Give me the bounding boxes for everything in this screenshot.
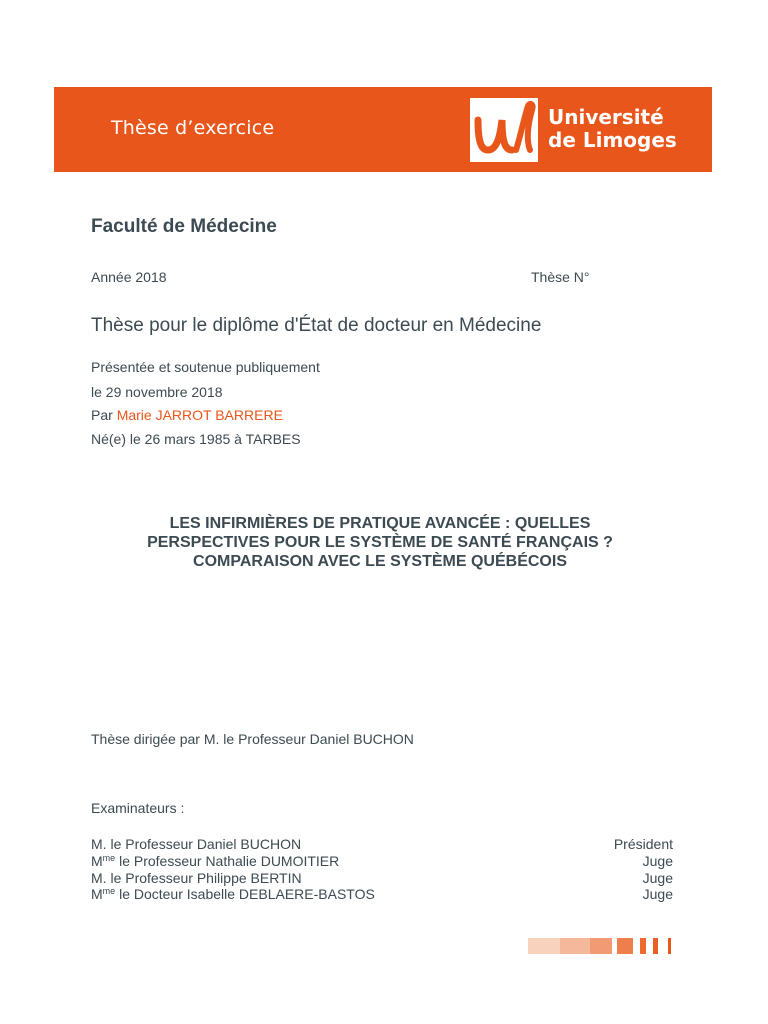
jury-title: M. bbox=[91, 836, 107, 852]
thesis-number: Thèse N° bbox=[531, 269, 590, 285]
jury-member-name: le Professeur Daniel BUCHON bbox=[106, 836, 302, 852]
deco-bar bbox=[528, 938, 560, 954]
jury-member bbox=[91, 853, 339, 870]
deco-bar bbox=[640, 938, 646, 954]
defense-date: le 29 novembre 2018 bbox=[91, 384, 223, 400]
thesis-title-line-3: COMPARAISON AVEC LE SYSTÈME QUÉBÉCOIS bbox=[193, 553, 567, 570]
author-line bbox=[91, 407, 283, 423]
deco-bar bbox=[617, 938, 633, 954]
jury-role: Juge bbox=[642, 853, 673, 869]
university-logo bbox=[470, 98, 700, 162]
jury-member-name: le Docteur Isabelle DEBLAERE-BASTOS bbox=[115, 886, 375, 902]
header-banner bbox=[54, 87, 712, 172]
author-prefix: Par bbox=[91, 407, 117, 423]
deco-bar bbox=[560, 938, 590, 954]
presentation-line: Présentée et soutenue publiquement bbox=[91, 359, 320, 375]
jury-member-name: le Professeur Nathalie DUMOITIER bbox=[115, 853, 340, 869]
thesis-title-line-1: LES INFIRMIÈRES DE PRATIQUE AVANCÉE : QUELLES bbox=[169, 515, 591, 532]
jury-role: Juge bbox=[642, 870, 673, 886]
jury-title-sup: me bbox=[102, 886, 116, 896]
deco-bar bbox=[668, 938, 671, 954]
jury-member bbox=[91, 870, 302, 887]
jury-title: M. bbox=[91, 870, 107, 886]
logo-line-2: de Limoges bbox=[548, 128, 677, 152]
thesis-title-line-2: PERSPECTIVES POUR LE SYSTÈME DE SANTÉ FRANÇAIS ? bbox=[147, 534, 613, 551]
examiners-label: Examinateurs : bbox=[91, 800, 185, 816]
thesis-title bbox=[60, 514, 700, 571]
jury-title: M bbox=[91, 886, 103, 902]
year: Année 2018 bbox=[91, 269, 167, 285]
birth-line: Né(e) le 26 mars 1985 à TARBES bbox=[91, 431, 301, 447]
thesis-director: Thèse dirigée par M. le Professeur Daniel BUCHON bbox=[91, 731, 414, 747]
jury-member bbox=[91, 886, 375, 903]
logo-text bbox=[548, 106, 677, 152]
deco-bar bbox=[590, 938, 612, 954]
banner-title: Thèse d’exercice bbox=[111, 117, 275, 139]
jury-title: M bbox=[91, 853, 103, 869]
ul-logo-icon bbox=[470, 98, 538, 162]
jury-role: Président bbox=[613, 836, 673, 852]
author-name: Marie JARROT BARRERE bbox=[116, 407, 283, 423]
jury-member bbox=[91, 836, 301, 853]
logo-line-1: Université bbox=[548, 105, 664, 129]
jury-title-sup: me bbox=[102, 853, 116, 863]
diploma-heading: Thèse pour le diplôme d'État de docteur en Médecine bbox=[91, 315, 542, 336]
jury-role: Juge bbox=[642, 886, 673, 902]
deco-bar bbox=[653, 938, 658, 954]
faculty-heading: Faculté de Médecine bbox=[91, 216, 277, 237]
jury-member-name: le Professeur Philippe BERTIN bbox=[106, 870, 302, 886]
